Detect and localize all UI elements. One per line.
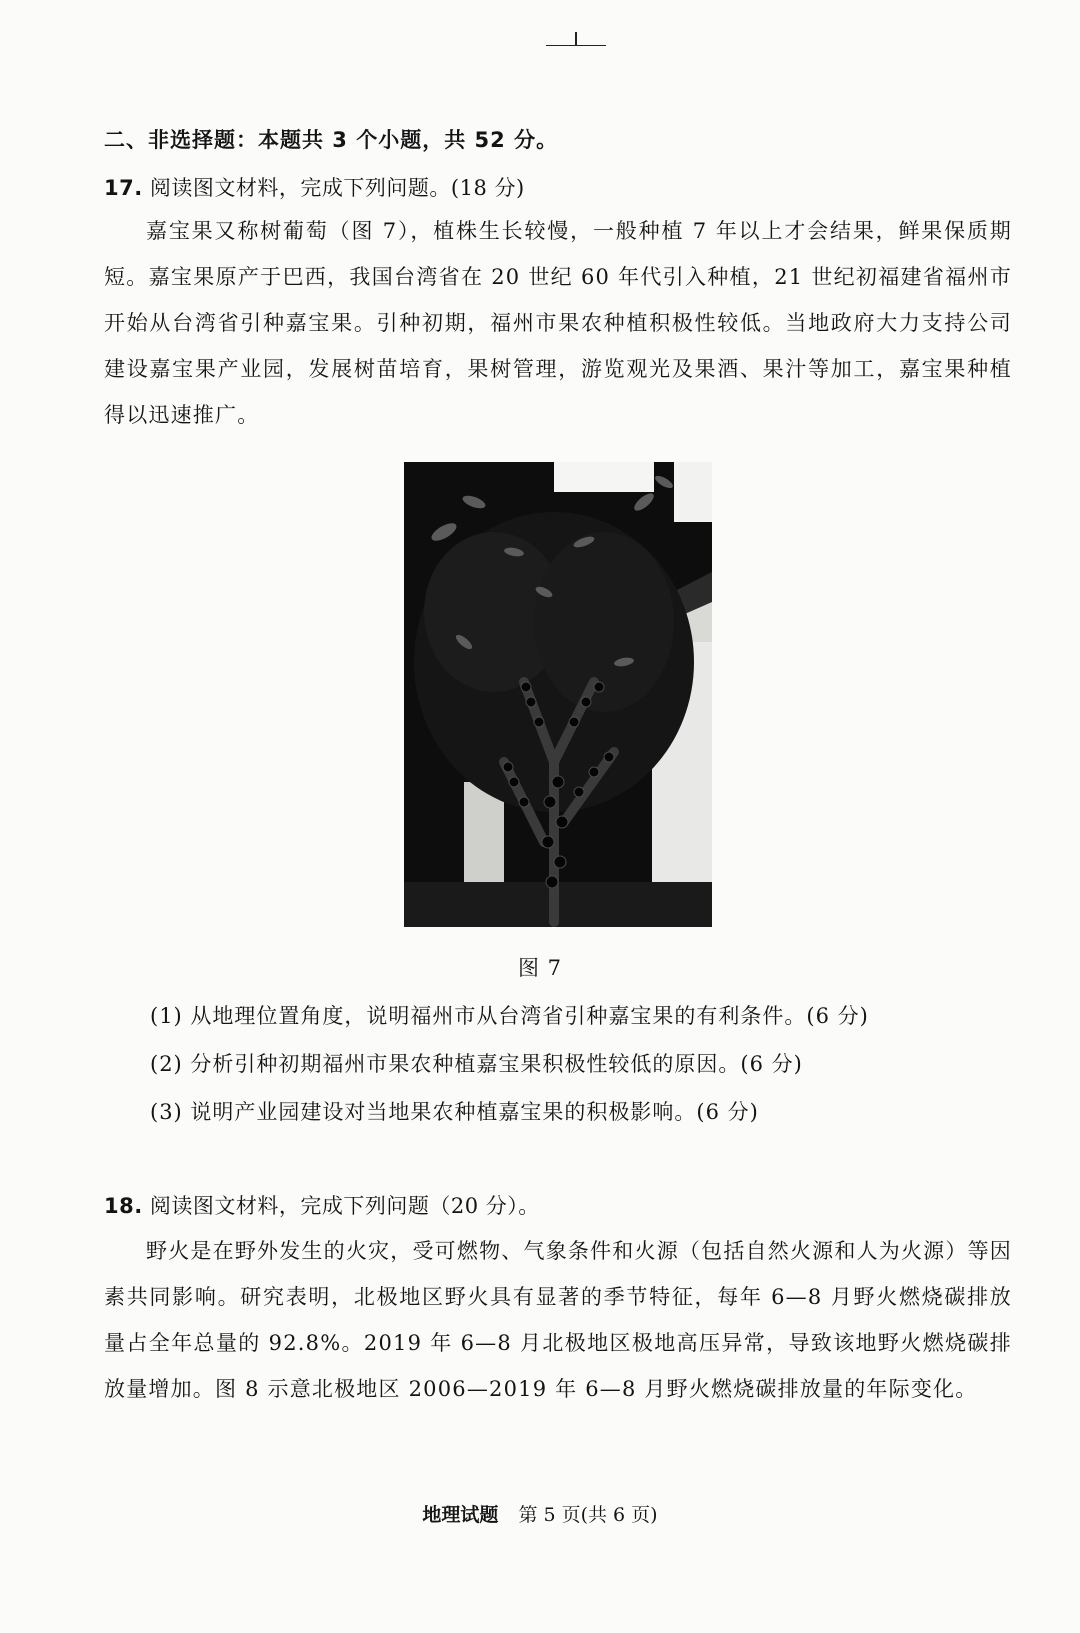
figure-7-jaboticaba-photo: [404, 462, 712, 927]
q17-number: 17.: [104, 176, 143, 200]
q17-paragraph: 嘉宝果又称树葡萄（图 7），植株生长较慢，一般种植 7 年以上才会结果，鲜果保质期短。嘉宝果原产于巴西，我国台湾省在 20 世纪 60 年代引入种植，21 世纪初福建省福州市开始从台湾省引种嘉宝果。引种初期，福州市果农种植积极性较低。当地政府大力支持公司建设嘉宝果产业园，发展树苗培育，果树管理，游览观光及果酒、果汁等加工，嘉宝果种植得以迅速推广。: [104, 219, 1012, 427]
q18-paragraph: 野火是在野外发生的火灾，受可燃物、气象条件和火源（包括自然火源和人为火源）等因素共同影响。研究表明，北极地区野火具有显著的季节特征，每年 6—8 月野火燃烧碳排放量占全年总量的 92.8%。2019 年 6—8 月北极地区极地高压异常，导致该地野火燃烧碳排放量增加。图 8 示意北极地区 2006—2019 年 6—8 月野火燃烧碳排放量的年际变化。: [104, 1239, 1012, 1401]
footer-subject: 地理试题: [422, 1504, 499, 1526]
q17-sub-question-1: (1) 从地理位置角度，说明福州市从台湾省引种嘉宝果的有利条件。(6 分): [150, 1004, 869, 1028]
q18-number: 18.: [104, 1194, 143, 1218]
q18-title: 阅读图文材料，完成下列问题（20 分）。: [149, 1194, 540, 1218]
footer-page-info: 第 5 页(共 6 页): [518, 1504, 658, 1526]
q17-sub-question-3: (3) 说明产业园建设对当地果农种植嘉宝果的积极影响。(6 分): [150, 1100, 759, 1124]
page-footer: [0, 1500, 1080, 1527]
section-heading: 二、非选择题：本题共 3 个小题，共 52 分。: [104, 128, 559, 152]
q17-sub-question-2: (2) 分析引种初期福州市果农种植嘉宝果积极性较低的原因。(6 分): [150, 1052, 803, 1076]
q17-title: 阅读图文材料，完成下列问题。(18 分): [149, 176, 525, 200]
binding-mark-tick: [575, 32, 577, 46]
jaboticaba-tree-illustration: [404, 462, 712, 927]
q18-title-line: [104, 1190, 540, 1220]
binding-mark: [546, 30, 606, 46]
q17-title-line: [104, 172, 525, 202]
figure-7-caption: 图 7: [517, 956, 563, 980]
